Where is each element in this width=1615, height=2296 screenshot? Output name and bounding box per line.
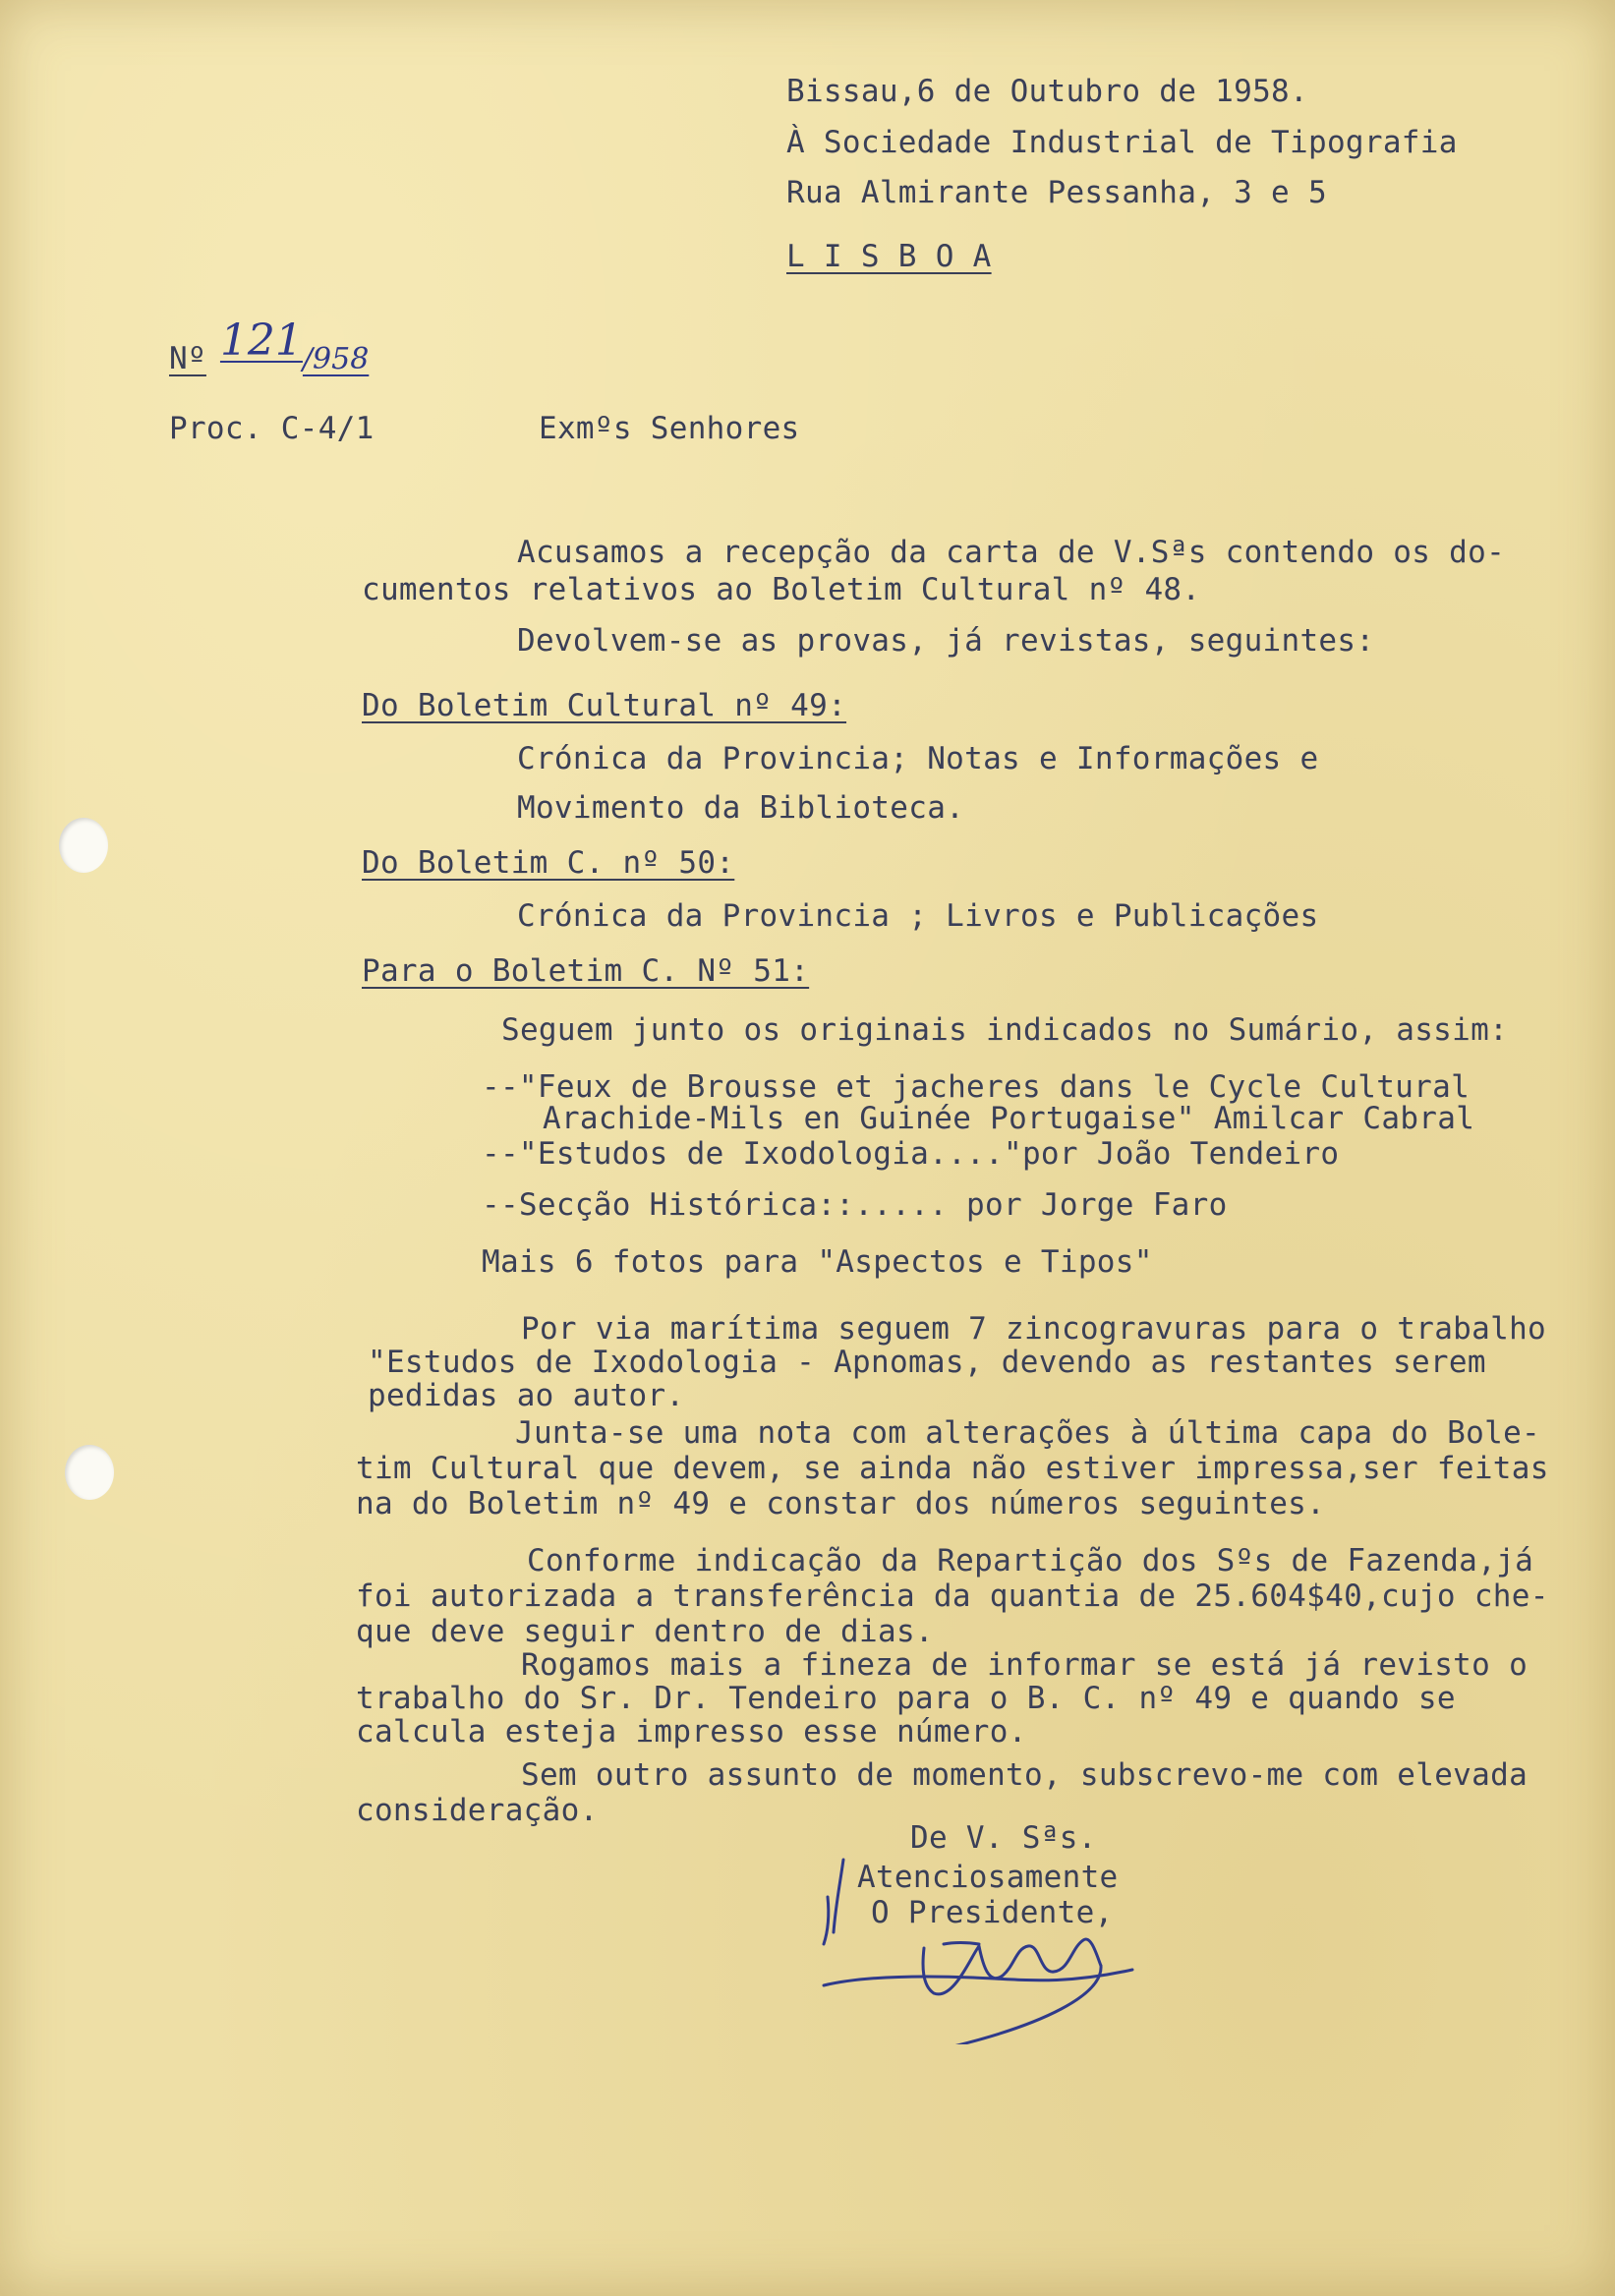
p3-line-3: pedidas ao autor.	[368, 1378, 685, 1413]
section-3-extra: Mais 6 fotos para "Aspectos e Tipos"	[482, 1244, 1153, 1280]
reference-number-year: /958	[302, 342, 370, 376]
p5-line-2: foi autorizada a transferência da quantia de 25.604$40,cujo che-	[356, 1578, 1549, 1614]
process-number: Proc. C-4/1	[169, 411, 375, 446]
recipient-line-1: À Sociedade Industrial de Tipografia	[786, 125, 1458, 160]
p7-line-1: Sem outro assunto de momento, subscrevo-me com elevada	[521, 1757, 1528, 1793]
p2: Devolvem-se as provas, já revistas, seguintes:	[517, 623, 1375, 659]
p7-line-2: consideração.	[356, 1793, 599, 1828]
p4-line-2: tim Cultural que devem, se ainda não estiver impressa,ser feitas	[356, 1451, 1549, 1486]
section-3-item-2: --"Estudos de Ixodologia...."por João Tendeiro	[482, 1136, 1340, 1172]
section-3-item-1a: --"Feux de Brousse et jacheres dans le Cycle Cultural	[482, 1069, 1471, 1105]
reference-number	[169, 316, 370, 379]
closing-line-1: De V. Sªs.	[910, 1820, 1097, 1856]
p1-line-1: Acusamos a recepção da carta de V.Sªs contendo os do-	[517, 535, 1506, 570]
section-1-line-2: Movimento da Biblioteca.	[517, 790, 965, 826]
p5-line-1: Conforme indicação da Repartição dos Sºs de Fazenda,já	[527, 1543, 1534, 1578]
section-1-line-1: Crónica da Provincia; Notas e Informações e	[517, 741, 1319, 776]
recipient-city: L I S B O A	[786, 239, 992, 274]
p3-line-1: Por via marítima seguem 7 zincogravuras para o trabalho	[521, 1311, 1546, 1347]
section-3-item-3: --Secção Histórica::..... por Jorge Faro	[482, 1187, 1228, 1223]
section-2-title: Do Boletim C. nº 50:	[362, 845, 735, 881]
recipient-line-2: Rua Almirante Pessanha, 3 e 5	[786, 175, 1327, 210]
reference-number-handwritten: 121	[219, 316, 303, 366]
p4-line-1: Junta-se uma nota com alterações à última capa do Bole-	[515, 1415, 1540, 1451]
p6-line-2: trabalho do Sr. Dr. Tendeiro para o B. C. nº 49 e quando se	[356, 1681, 1456, 1716]
section-3-item-1b: Arachide-Mils en Guinée Portugaise" Amilcar Cabral	[543, 1101, 1475, 1136]
p6-line-1: Rogamos mais a fineza de informar se está já revisto o	[521, 1647, 1528, 1683]
punch-hole-top	[59, 818, 108, 873]
p3-line-2: "Estudos de Ixodologia - Apnomas, devendo as restantes serem	[368, 1345, 1486, 1380]
p1-line-2: cumentos relativos ao Boletim Cultural nº 48.	[362, 572, 1201, 607]
salutation: Exmºs Senhores	[539, 411, 800, 446]
p5-line-3: que deve seguir dentro de dias.	[356, 1614, 934, 1649]
p4-line-3: na do Boletim nº 49 e constar dos números seguintes.	[356, 1486, 1326, 1521]
closing-line-3: O Presidente,	[871, 1895, 1114, 1930]
handwritten-signature	[806, 1838, 1140, 2044]
section-3-title: Para o Boletim C. Nº 51:	[362, 953, 810, 989]
section-3-intro: Seguem junto os originais indicados no Sumário, assim:	[501, 1012, 1509, 1048]
punch-hole-bottom	[65, 1445, 114, 1500]
place-date: Bissau,6 de Outubro de 1958.	[786, 74, 1308, 109]
reference-number-prefix: Nº	[169, 341, 206, 376]
p6-line-3: calcula esteja impresso esse número.	[356, 1714, 1027, 1750]
section-1-title: Do Boletim Cultural nº 49:	[362, 688, 847, 723]
closing-line-2: Atenciosamente	[857, 1860, 1119, 1895]
section-2-line-1: Crónica da Provincia ; Livros e Publicações	[517, 898, 1319, 934]
